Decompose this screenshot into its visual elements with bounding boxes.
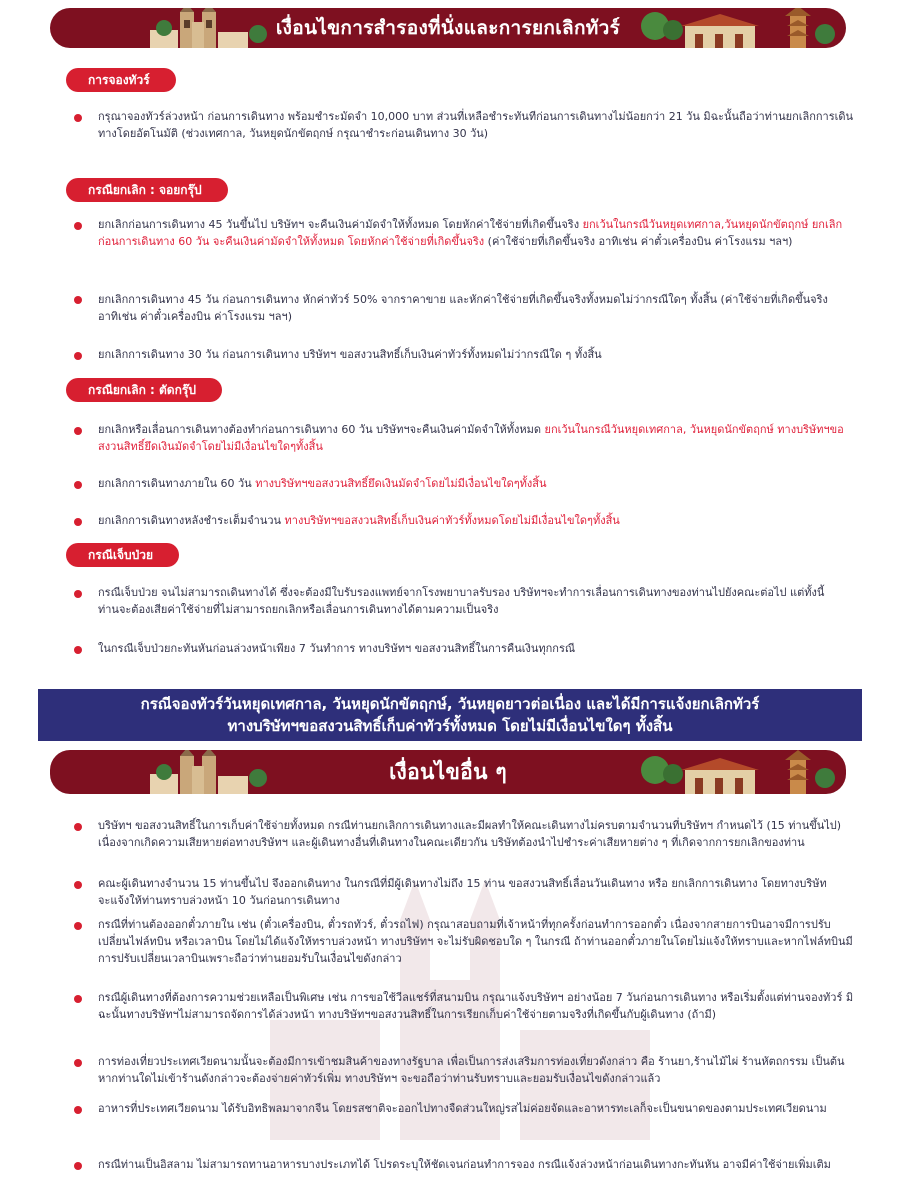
- other-item-5: การท่องเที่ยวประเทศเวียดนามนั้นจะต้องมีการเข้าชมสินค้าของทางรัฐบาล เพื่อเป็นการส่งเสริมการท่องเที่ยวดังกล่าว คือ ร้านยา,ร้านไม้ไผ่ ร้านหัตถกรรม เป็นต้น หากท่านใดไม่เข้าร้านดังกล่าวจะต้องจ่ายค่าทัวร์เพิ่ม ทางบริษัทฯ จะขอถือว่าท่านรับทราบและยอมรับเงื่อนไขดังกล่าวแล้ว: [98, 1055, 845, 1085]
- other-item-1: บริษัทฯ ขอสงวนสิทธิ์ในการเก็บค่าใช้จ่ายทั้งหมด กรณีท่านยกเลิกการเดินทางและมีผลทำให้คณะเดินทางไม่ครบตามจำนวนที่บริษัทฯ กำหนดไว้ (15 ท่านขึ้นไป) เนื่องจากเกิดความเสียหายต่อทางบริษัทฯ และผู้เดินทางอื่นที่เดินทางในคณะเดียวกัน บริษัทต้องนำไปชำระค่าเสียหายต่าง ๆ ที่เกิดจากการยกเลิกของท่าน: [98, 819, 842, 849]
- bullet-icon: [74, 995, 82, 1003]
- bullet-icon: [74, 222, 82, 230]
- vietnam-landmarks-illustration: [625, 8, 840, 48]
- section-banner-booking: [50, 8, 846, 48]
- cancel-private-item-2: ยกเลิกการเดินทางภายใน 60 วัน ทางบริษัทฯขอสงวนสิทธิ์ยึดเงินมัดจำโดยไม่มีเงื่อนไขใดๆทั้งสิ้น: [98, 477, 547, 490]
- bullet-icon: [74, 296, 82, 304]
- bullet-icon: [74, 823, 82, 831]
- section-label-booking: การจองทัวร์: [66, 68, 176, 92]
- bullet-icon: [74, 646, 82, 654]
- section-label-cancel-group: กรณียกเลิก : จอยกรุ๊ป: [66, 178, 228, 202]
- sick-item-1: กรณีเจ็บป่วย จนไม่สามารถเดินทางได้ ซึ่งจะต้องมีใบรับรองแพทย์จากโรงพยาบาลรับรอง บริษัทฯจะทำการเลื่อนการเดินทางของท่านไปยังคณะต่อไป แต่ทั้งนี้ท่านจะต้องเสียค่าใช้จ่ายที่ไม่สามารถยกเลิกหรือเลื่อนการเดินทางได้ตามความเป็นจริง: [98, 586, 825, 616]
- bullet-icon: [74, 427, 82, 435]
- bullet-icon: [74, 518, 82, 526]
- other-item-2: คณะผู้เดินทางจำนวน 15 ท่านขึ้นไป จึงออกเดินทาง ในกรณีที่มีผู้เดินทางไม่ถึง 15 ท่าน ขอสงวนสิทธิ์เลื่อนวันเดินทาง หรือ ยกเลิกการเดินทาง โดยทางบริษัทจะแจ้งให้ท่านทราบล่วงหน้า 10 วันก่อนการเดินทาง: [98, 877, 827, 907]
- vietnam-landmarks-illustration: [625, 750, 840, 794]
- notice-line-1: กรณีจองทัวร์วันหยุดเทศกาล, วันหยุดนักขัตฤกษ์, วันหยุดยาวต่อเนื่อง และได้มีการแจ้งยกเลิกทัวร์: [140, 695, 760, 713]
- section-banner-other: [50, 750, 846, 794]
- bullet-icon: [74, 590, 82, 598]
- cancel-group-item-3: ยกเลิกการเดินทาง 30 วัน ก่อนการเดินทาง บริษัทฯ ขอสงวนสิทธิ์เก็บเงินค่าทัวร์ทั้งหมดไม่ว่ากรณีใด ๆ ทั้งสิ้น: [98, 348, 602, 361]
- bullet-icon: [74, 922, 82, 930]
- cancel-private-item-1: ยกเลิกหรือเลื่อนการเดินทางต้องทำก่อนการเดินทาง 60 วัน บริษัทฯจะคืนเงินค่ามัดจำให้ทั้งหมด ยกเว้นในกรณีวันหยุดเทศกาล, วันหยุดนักขัตฤกษ์ ทางบริษัทฯขอสงวนสิทธิ์ยึดเงินมัดจำโดยไม่มีเงื่อนไขใดๆทั้งสิ้น: [98, 423, 844, 453]
- notice-line-2: ทางบริษัทฯขอสงวนสิทธิ์เก็บค่าทัวร์ทั้งหมด โดยไม่มีเงื่อนไขใดๆ ทั้งสิ้น: [227, 717, 673, 735]
- banner-title: เงื่อนไขการสำรองที่นั่งและการยกเลิกทัวร์: [275, 17, 621, 39]
- cancel-group-item-2: ยกเลิกการเดินทาง 45 วัน ก่อนการเดินทาง หักค่าทัวร์ 50% จากราคาขาย และหักค่าใช้จ่ายที่เกิดขึ้นจริงทั้งหมดไม่ว่ากรณีใดๆ ทั้งสิ้น (ค่าใช้จ่ายที่เกิดขึ้นจริง อาทิเช่น ค่าตั๋วเครื่องบิน ค่าโรงแรม ฯลฯ): [98, 293, 828, 323]
- cancel-private-item-3: ยกเลิกการเดินทางหลังชำระเต็มจำนวน ทางบริษัทฯขอสงวนสิทธิ์เก็บเงินค่าทัวร์ทั้งหมดโดยไม่มีเงื่อนไขใดๆทั้งสิ้น: [98, 514, 620, 527]
- bullet-icon: [74, 481, 82, 489]
- bullet-icon: [74, 114, 82, 122]
- other-item-7: กรณีท่านเป็นอิสลาม ไม่สามารถทานอาหารบางประเภทได้ โปรดระบุให้ชัดเจนก่อนทำการจอง กรณีแจ้งล่วงหน้าก่อนเดินทางกะทันหัน อาจมีค่าใช้จ่ายเพิ่มเติม: [98, 1158, 831, 1171]
- bullet-icon: [74, 1059, 82, 1067]
- bullet-icon: [74, 352, 82, 360]
- bullet-icon: [74, 1162, 82, 1170]
- section-label-sick: กรณีเจ็บป่วย: [66, 543, 179, 567]
- cancel-group-item-1: ยกเลิกก่อนการเดินทาง 45 วันขึ้นไป บริษัทฯ จะคืนเงินค่ามัดจำให้ทั้งหมด โดยหักค่าใช้จ่ายที่เกิดขึ้นจริง ยกเว้นในกรณีวันหยุดเทศกาล,วันหยุดนักขัตฤกษ์ ยกเลิกก่อนการเดินทาง 60 วัน จะคืนเงินค่ามัดจำให้ทั้งหมด โดยหักค่าใช้จ่ายที่เกิดขึ้นจริง (ค่าใช้จ่ายที่เกิดขึ้นจริง อาทิเช่น ค่าตั๋วเครื่องบิน ค่าโรงแรม ฯลฯ): [98, 218, 843, 248]
- booking-item-1: กรุณาจองทัวร์ล่วงหน้า ก่อนการเดินทาง พร้อมชำระมัดจำ 10,000 บาท ส่วนที่เหลือชำระทันทีก่อนการเดินทางไม่น้อยกว่า 21 วัน มิฉะนั้นถือว่าท่านยกเลิกการเดินทางโดยอัตโนมัติ (ช่วงเทศกาล, วันหยุดนักขัตฤกษ์ กรุณาชำระก่อนเดินทาง 30 วัน): [98, 110, 854, 140]
- notice-banner: [38, 689, 862, 741]
- sick-item-2: ในกรณีเจ็บป่วยกะทันหันก่อนล่วงหน้าเพียง 7 วันทำการ ทางบริษัทฯ ขอสงวนสิทธิ์ในการคืนเงินทุกกรณี: [98, 642, 576, 655]
- other-item-4: กรณีผู้เดินทางที่ต้องการความช่วยเหลือเป็นพิเศษ เช่น การขอใช้วีลแชร์ที่สนามบิน กรุณาแจ้งบริษัทฯ อย่างน้อย 7 วันก่อนการเดินทาง หรือเริ่มตั้งแต่ท่านจองทัวร์ มิฉะนั้นทางบริษัทฯไม่สามารถจัดการได้ล่วงหน้า ทางบริษัทฯขอสงวนสิทธิ์ในการเรียกเก็บค่าใช้จ่ายตามจริงที่เกิดขึ้นกับผู้เดินทาง (ถ้ามี): [98, 991, 854, 1021]
- bullet-icon: [74, 1106, 82, 1114]
- other-item-6: อาหารที่ประเทศเวียดนาม ได้รับอิทธิพลมาจากจีน โดยรสชาติจะออกไปทางจืดส่วนใหญ่รสไม่ค่อยจัดและอาหารทะเลก็จะเป็นขนาดของตามประเทศเวียดนาม: [98, 1102, 827, 1115]
- other-item-3: กรณีที่ท่านต้องออกตั๋วภายใน เช่น (ตั๋วเครื่องบิน, ตั๋วรถทัวร์, ตั๋วรถไฟ) กรุณาสอบถามที่เจ้าหน้าที่ทุกครั้งก่อนทำการออกตั๋ว เนื่องจากสายการบินอาจมีการปรับเปลี่ยนไฟล์ทบิน หรือเวลาบิน โดยไม่ได้แจ้งให้ทราบล่วงหน้า ทางบริษัทฯ จะไม่รับผิดชอบใด ๆ ในกรณี ถ้าท่านออกตั๋วภายในโดยไม่แจ้งให้ทราบและหากไฟล์ทบินมีการปรับเปลี่ยนเวลาบินเพราะถือว่าท่านยอมรับในเงื่อนไขดังกล่าว: [98, 918, 853, 965]
- section-label-cancel-private: กรณียกเลิก : ตัดกรุ๊ป: [66, 378, 222, 402]
- banner-title: เงื่อนไขอื่น ๆ: [389, 760, 507, 784]
- bullet-icon: [74, 881, 82, 889]
